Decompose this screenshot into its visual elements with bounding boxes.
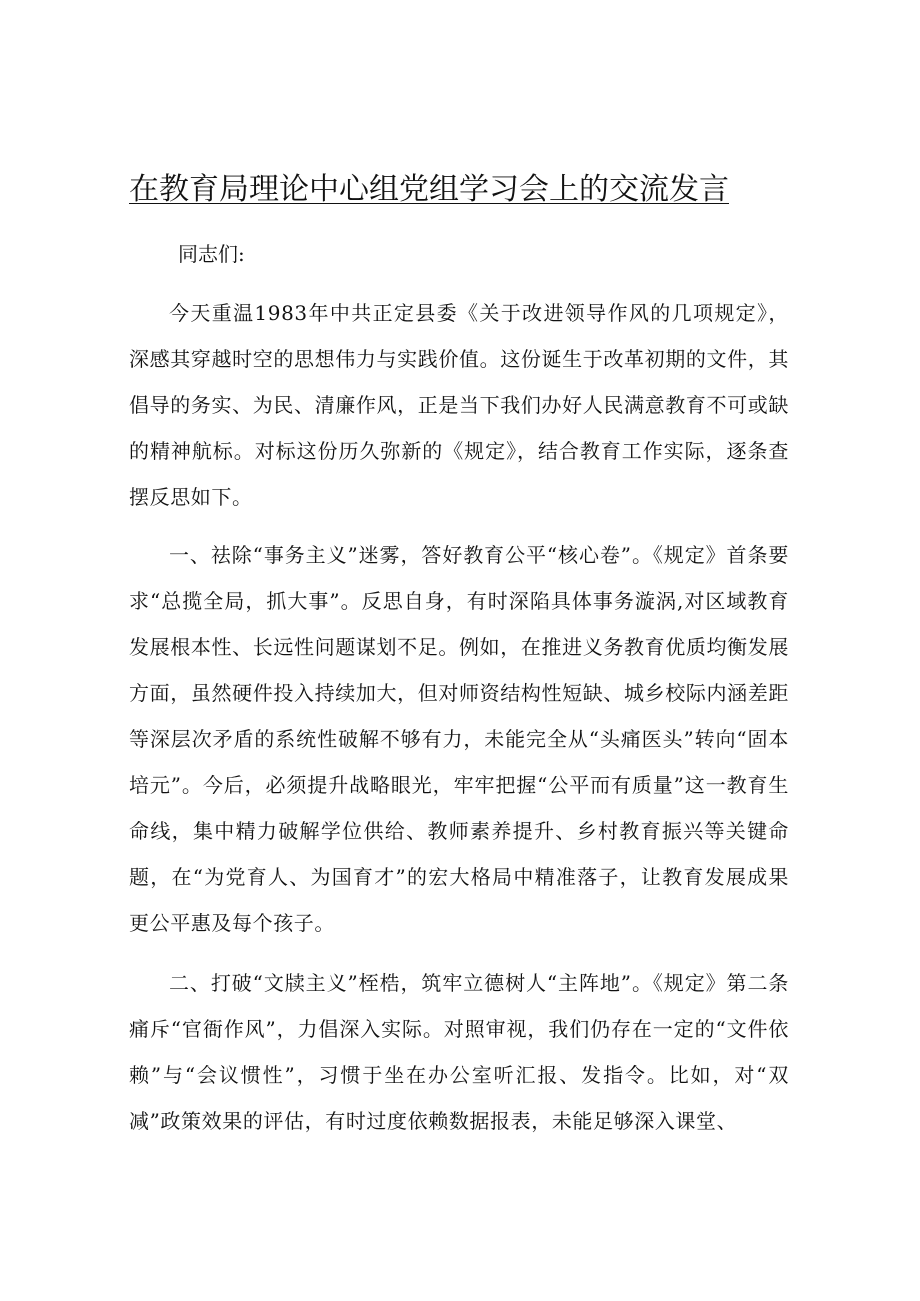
salutation: 同志们: [178,242,245,266]
paragraph-intro: 今天重温1983年中共正定县委《关于改进领导作风的几项规定》，深感其穿越时空的思想伟力与实践价值。这份诞生于改革初期的文件，其倡导的务实、为民、清廉作风，正是当下我们办好人民满意教育不可或缺的精神航标。对标这份历久弥新的《规定》，结合教育工作实际，逐条查摆反思如下。 [129,301,789,509]
paragraph-section-one: 一、祛除“事务主义”迷雾，答好教育公平“核心卷”。《规定》首条要求“总揽全局，抓大事”。反思自身，有时深陷具体事务漩涡,对区域教育发展根本性、长远性问题谋划不足。例如，在推进义务教育优质均衡发展方面，虽然硬件投入持续加大，但对师资结构性短缺、城乡校际内涵差距等深层次矛盾的系统性破解不够有力，未能完全从“头痛医头”转向“固本培元”。今后，必须提升战略眼光，牢牢把握“公平而有质量”这一教育生命线，集中精力破解学位供给、教师素养提升、乡村教育振兴等关键命题，在“为党育人、为国育才”的宏大格局中精准落子，让教育发展成果更公平惠及每个孩子。 [129,543,789,935]
paragraph-section-two: 二、打破“文牍主义”桎梏，筑牢立德树人“主阵地”。《规定》第二条痛斥“官衙作风”，力倡深入实际。对照审视，我们仍存在一定的“文件依赖”与“会议惯性”，习惯于坐在办公室听汇报、发指令。比如，对“双减”政策效果的评估，有时过度依赖数据报表，未能足够深入课堂、 [129,971,789,1133]
document-title: 在教育局理论中心组党组学习会上的交流发言 [129,172,729,207]
